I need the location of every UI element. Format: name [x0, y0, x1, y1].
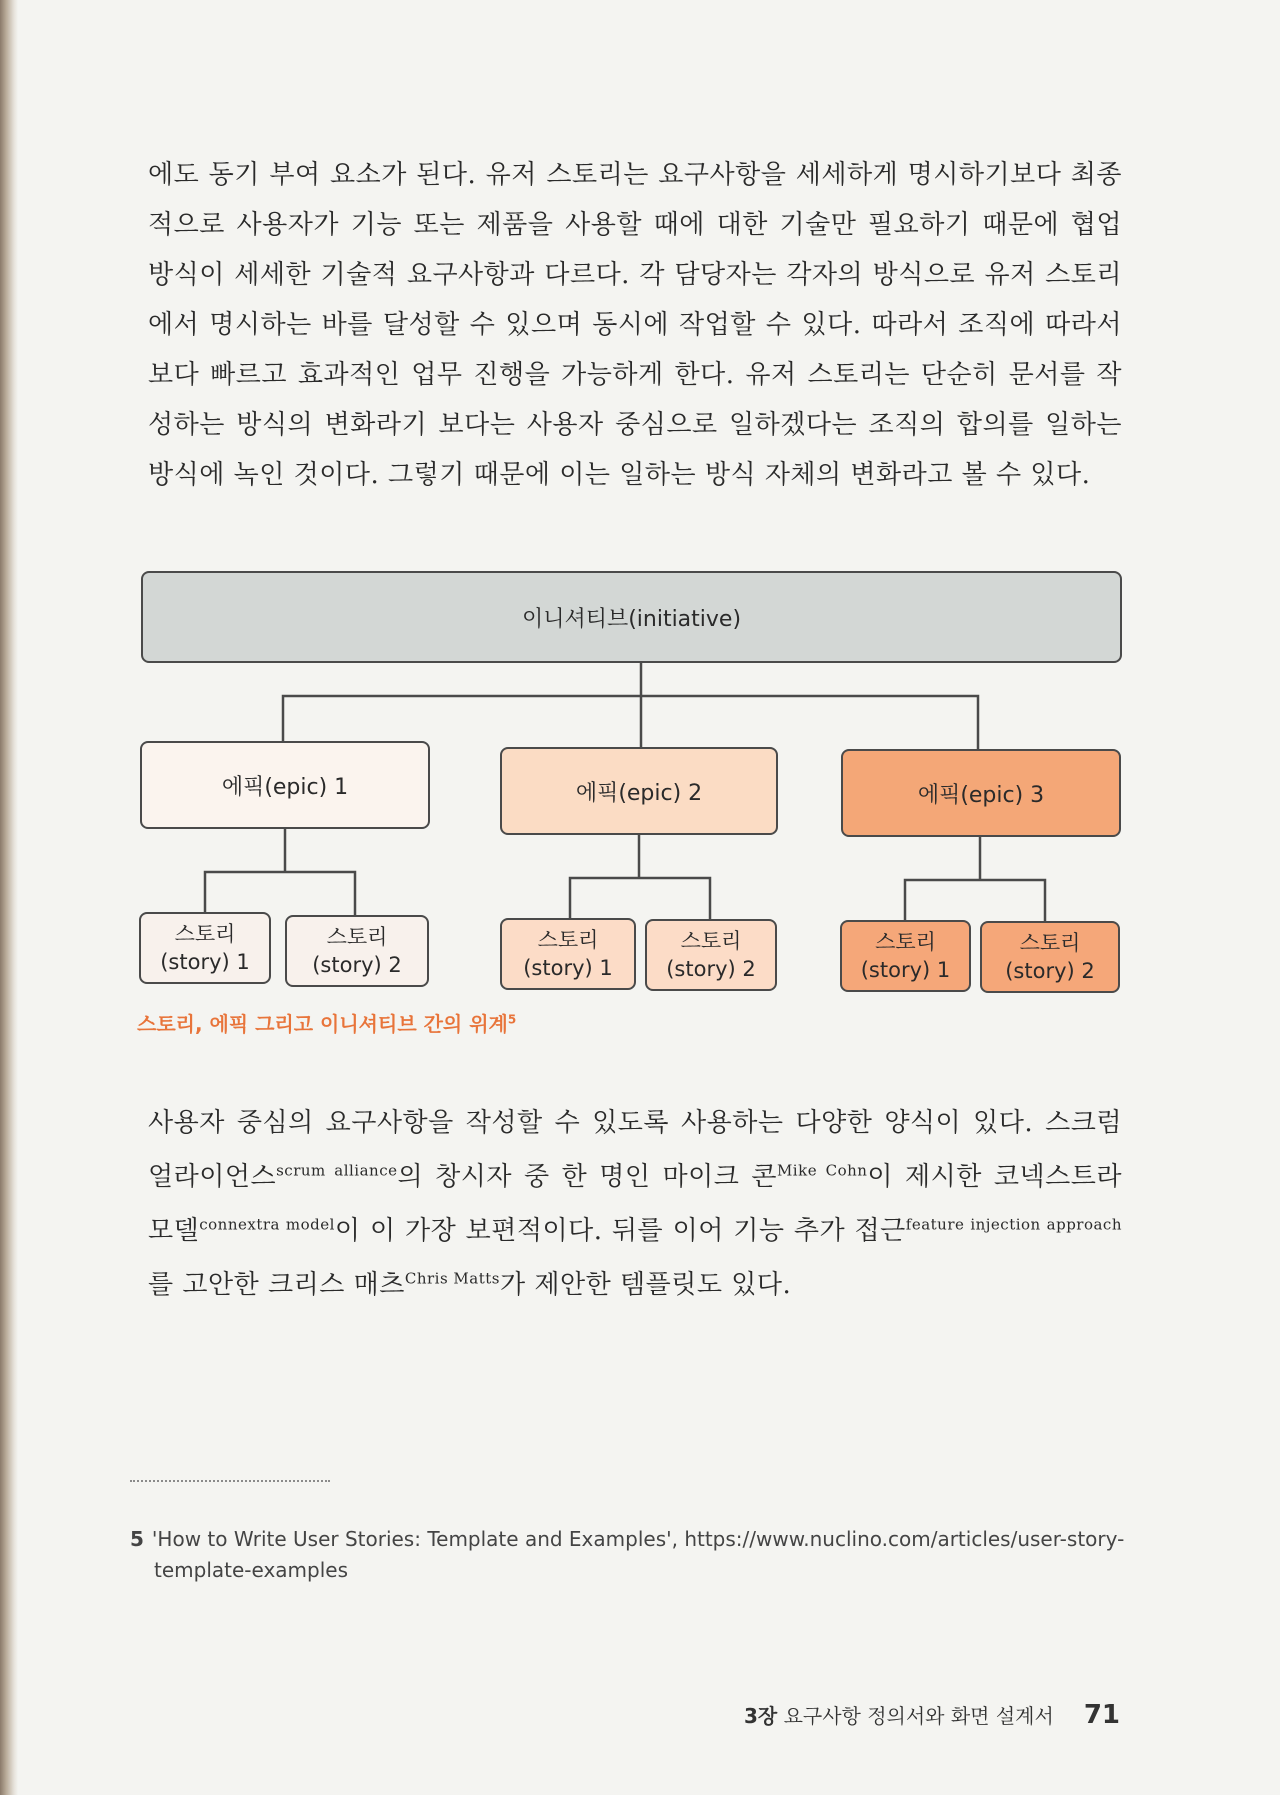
story-title: 스토리 [680, 929, 742, 953]
epic2-connector [570, 835, 710, 921]
epic1-connector [205, 829, 355, 915]
story-box-e1-2 [285, 915, 429, 987]
footnote-text: 'How to Write User Stories: Template and Examples', https://www.nuclino.com/articles/user-story- [151, 1527, 1125, 1551]
story-title: 스토리 [537, 928, 599, 952]
story-label: (story) 2 [666, 957, 756, 981]
gloss-connextra-model: connextra model [199, 1215, 335, 1234]
story-label: (story) 1 [523, 956, 613, 980]
chapter-label: 3장 [743, 1704, 778, 1728]
footnote-text-continuation: template-examples [154, 1558, 349, 1582]
story-title: 스토리 [1019, 931, 1081, 955]
footnote-number: 5 [130, 1527, 144, 1551]
story-box-e3-1 [840, 920, 971, 992]
story-box-e2-1 [500, 918, 636, 990]
story-label: (story) 1 [160, 950, 250, 974]
gloss-mike-cohn: Mike Cohn [776, 1161, 868, 1180]
story-box-e1-1 [139, 912, 271, 984]
gloss-scrum-alliance: scrum alliance [276, 1161, 398, 1180]
story-label: (story) 1 [860, 958, 951, 982]
epic-box-3: 에픽(epic) 3 [841, 749, 1121, 837]
initiative-connector [283, 663, 978, 749]
chapter-title: 요구사항 정의서와 화면 설계서 [783, 1704, 1054, 1728]
figure-caption: 스토리, 에픽 그리고 이니셔티브 간의 위계$^5$ [137, 1012, 517, 1036]
running-footer [740, 1700, 1120, 1730]
page-number: 71 [1083, 1700, 1120, 1730]
initiative-box: 이니셔티브(initiative) [141, 571, 1122, 663]
epic-box-1: 에픽(epic) 1 [140, 741, 430, 829]
gloss-feature-injection: feature injection approach [905, 1215, 1122, 1234]
gloss-chris-matts: Chris Matts [404, 1269, 500, 1288]
footnote-ref: 5 [507, 1012, 517, 1027]
story-box-e2-2 [645, 919, 777, 991]
footnote-separator [130, 1480, 330, 1482]
story-label: (story) 2 [312, 953, 402, 977]
story-label: (story) 2 [1005, 959, 1095, 983]
epic-box-2: 에픽(epic) 2 [500, 747, 778, 835]
epic3-connector [905, 837, 1045, 923]
story-title: 스토리 [174, 922, 236, 946]
body-paragraph-2: 사용자 중심의 요구사항을 작성할 수 있도록 사용하는 다양한 양식이 있다. 스크럼 얼라이언스$^{scrum alliance}$의 창시자 중 한 명인 마이크 콘$^{Mike Cohn}$이 제시한 코넥스트라 모델$^{connextra model}$이 이 가장 보편적이다. 뒤를 이어 기능 추가 접근$^{feature injection approach}$를 고안한 크리스 매츠$^{Chris Matts}$가 제안한 템플릿도 있다. [148, 1108, 1122, 1300]
footnote [130, 1524, 1130, 1586]
story-title: 스토리 [875, 930, 936, 954]
story-box-e3-2 [980, 921, 1120, 993]
story-title: 스토리 [326, 925, 388, 949]
body-paragraph-1: 에도 동기 부여 요소가 된다. 유저 스토리는 요구사항을 세세하게 명시하기보다 최종적으로 사용자가 기능 또는 제품을 사용할 때에 대한 기술만 필요하기 때문에 협업 방식이 세세한 기술적 요구사항과 다르다. 각 담당자는 각자의 방식으로 유저 스토리에서 명시하는 바를 달성할 수 있으며 동시에 작업할 수 있다. 따라서 조직에 따라서 보다 빠르고 효과적인 업무 진행을 가능하게 한다. 유저 스토리는 단순히 문서를 작성하는 방식의 변화라기 보다는 사용자 중심으로 일하겠다는 조직의 합의를 일하는 방식에 녹인 것이다. 그렇기 때문에 이는 일하는 방식 자체의 변화라고 볼 수 있다. [148, 160, 1122, 490]
